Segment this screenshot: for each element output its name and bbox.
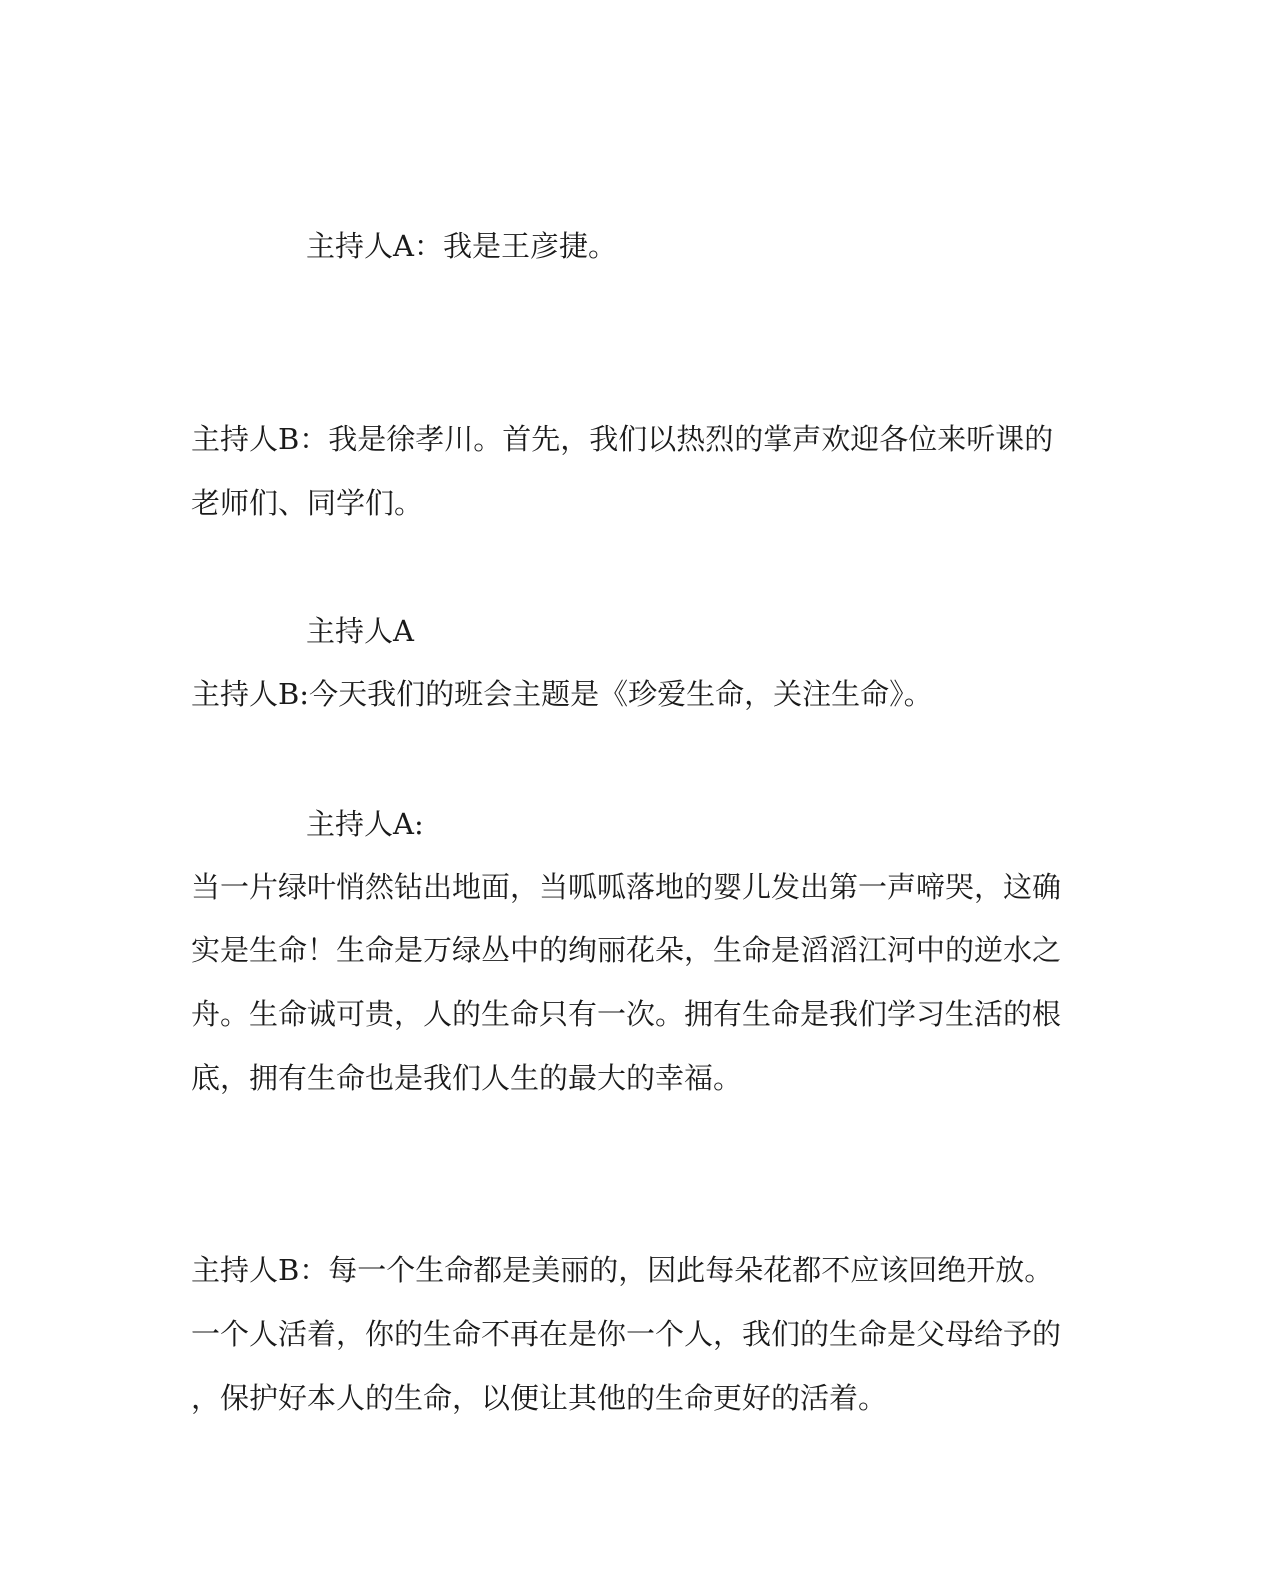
host-b-theme: 主持人B:今天我们的班会主题是《珍爱生命，关注生命》。	[191, 677, 933, 711]
paragraph-life-line-2: 实是生命！生命是万绿丛中的绚丽花朵，生命是滔滔江河中的逆水之	[191, 933, 1062, 967]
host-b-paragraph-line-3: ，保护好本人的生命，以便让其他的生命更好的活着。	[191, 1381, 888, 1415]
host-b-paragraph-line-2: 一个人活着，你的生命不再在是你一个人，我们的生命是父母给予的	[191, 1317, 1062, 1351]
host-b-paragraph-line-1: 主持人B：每一个生命都是美丽的，因此每朵花都不应该回绝开放。	[191, 1253, 1054, 1287]
paragraph-life-line-4: 底，拥有生命也是我们人生的最大的幸福。	[191, 1061, 743, 1095]
host-a-label: 主持人A	[306, 614, 414, 648]
host-a-intro: 主持人A：我是王彦捷。	[306, 229, 617, 263]
paragraph-life-line-1: 当一片绿叶悄然钻出地面，当呱呱落地的婴儿发出第一声啼哭，这确	[191, 870, 1062, 904]
host-b-intro-line-1: 主持人B：我是徐孝川。首先，我们以热烈的掌声欢迎各位来听课的	[191, 422, 1054, 456]
host-a-label-2: 主持人A:	[306, 807, 424, 841]
host-b-intro-line-2: 老师们、同学们。	[191, 486, 424, 520]
paragraph-life-line-3: 舟。生命诚可贵，人的生命只有一次。拥有生命是我们学习生活的根	[191, 997, 1062, 1031]
